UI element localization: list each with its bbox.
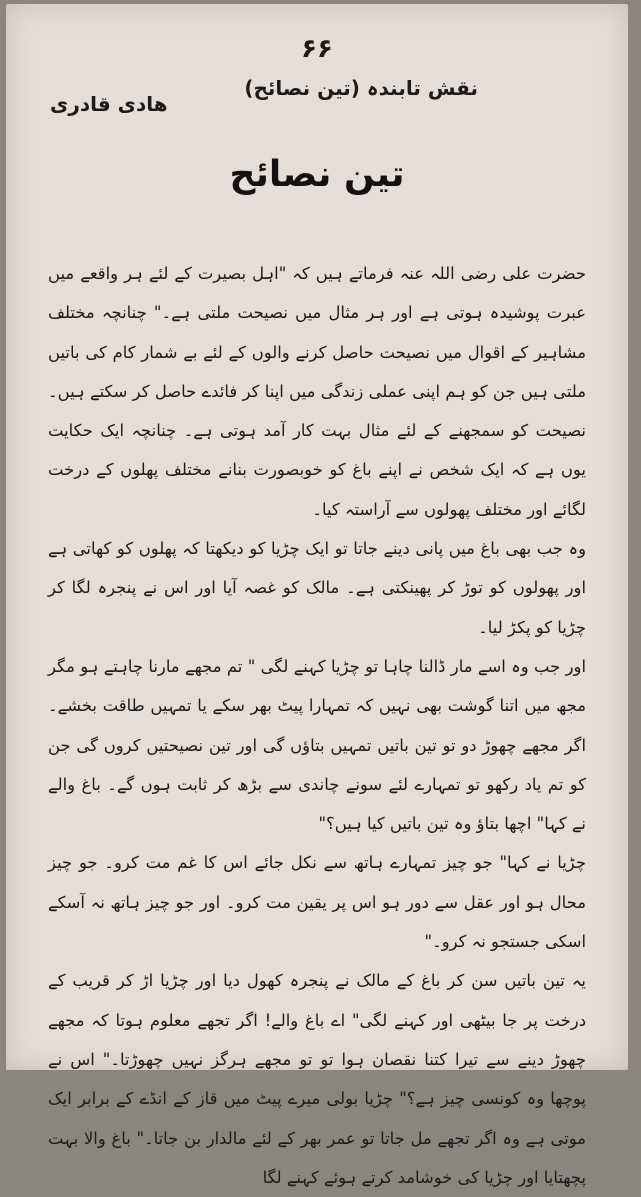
- paragraph: اور جب وہ اسے مار ڈالنا چاہا تو چڑیا کہنے لگی " تم مجھے مارنا چاہتے ہو مگر مجھ میں اتنا گوشت بھی نہیں کہ تمہارا پیٹ بھر سکے یا تمہیں طاقت بخشے۔ اگر مجھے چھوڑ دو تو تین باتیں تمہیں بتاؤں گی اور تین نصیحتیں کروں گی جن کو تم یاد رکھو تو تمہارے لئے سونے چاندی سے بڑھ کر ثابت ہوں گے۔ باغ والے نے کہا" اچھا بتاؤ وہ تین باتیں کیا ہیں؟": [48, 656, 586, 834]
- book-page: [6, 4, 628, 1187]
- page-number: ۶۶: [301, 34, 333, 64]
- page-title: تین نصائح: [229, 154, 405, 195]
- paragraph: حضرت علی رضی اللہ عنہ فرماتے ہیں کہ "اہل بصیرت کے لئے ہر واقعے میں عبرت پوشیدہ ہوتی ہے اور ہر مثال میں نصیحت ملتی ہے۔" چنانچہ مختلف مشاہیر کے اقوال میں نصیحت حاصل کرنے والوں کے لئے بے شمار کام کی باتیں ملتی ہیں جن کو ہم اپنی عملی زندگی میں اپنا کر فائدے حاصل کر سکتے ہیں۔ نصیحت کو سمجھنے کے لئے مثال بہت کار آمد ہوتی ہے۔ چنانچہ ایک حکایت یوں ہے کہ ایک شخص نے اپنے باغ کو خوبصورت بنانے مختلف پھلوں کے درخت لگائے اور مختلف پھولوں سے آراستہ کیا۔: [48, 264, 586, 519]
- paragraph: چڑیا نے کہا" جو چیز تمہارے ہاتھ سے نکل جائے اس کا غم مت کرو۔ جو چیز محال ہو اور عقل سے دور ہو اس پر یقین مت کرو۔ اور جو چیز ہاتھ نہ آسکے اسکی جستجو نہ کرو۔": [48, 853, 586, 952]
- body-text: [48, 254, 586, 1197]
- running-header-series: نقش تابندہ (تین نصائح): [244, 76, 478, 100]
- running-header-author: ھادی قادری: [50, 92, 168, 116]
- paragraph: وہ جب بھی باغ میں پانی دینے جاتا تو ایک چڑیا کو دیکھتا کہ پھلوں کو کھاتی ہے اور پھولوں کو توڑ کر پھینکتی ہے۔ مالک کو غصہ آیا اور اس نے پنجرہ لگا کر چڑیا کو پکڑ لیا۔: [48, 539, 586, 637]
- paragraph: یہ تین باتیں سن کر باغ کے مالک نے پنجرہ کھول دیا اور چڑیا اڑ کر قریب کے درخت پر جا بیٹھی اور کہنے لگی" اے باغ والے! اگر تجھے معلوم ہوتا کہ مجھے چھوڑ دینے سے تیرا کتنا نقصان ہوا تو تو مجھے ہرگز نہیں چھوڑتا۔" اس نے پوچھا وہ کونسی چیز ہے؟" چڑیا بولی میرے پیٹ میں قاز کے انڈے کے برابر ایک موتی ہے وہ اگر تجھے مل جاتا تو عمر بھر کے لئے مالدار بن جاتا۔" باغ والا بہت پچھتایا اور چڑیا کی خوشامد کرتے ہوئے کہنے لگا: [48, 971, 586, 1187]
